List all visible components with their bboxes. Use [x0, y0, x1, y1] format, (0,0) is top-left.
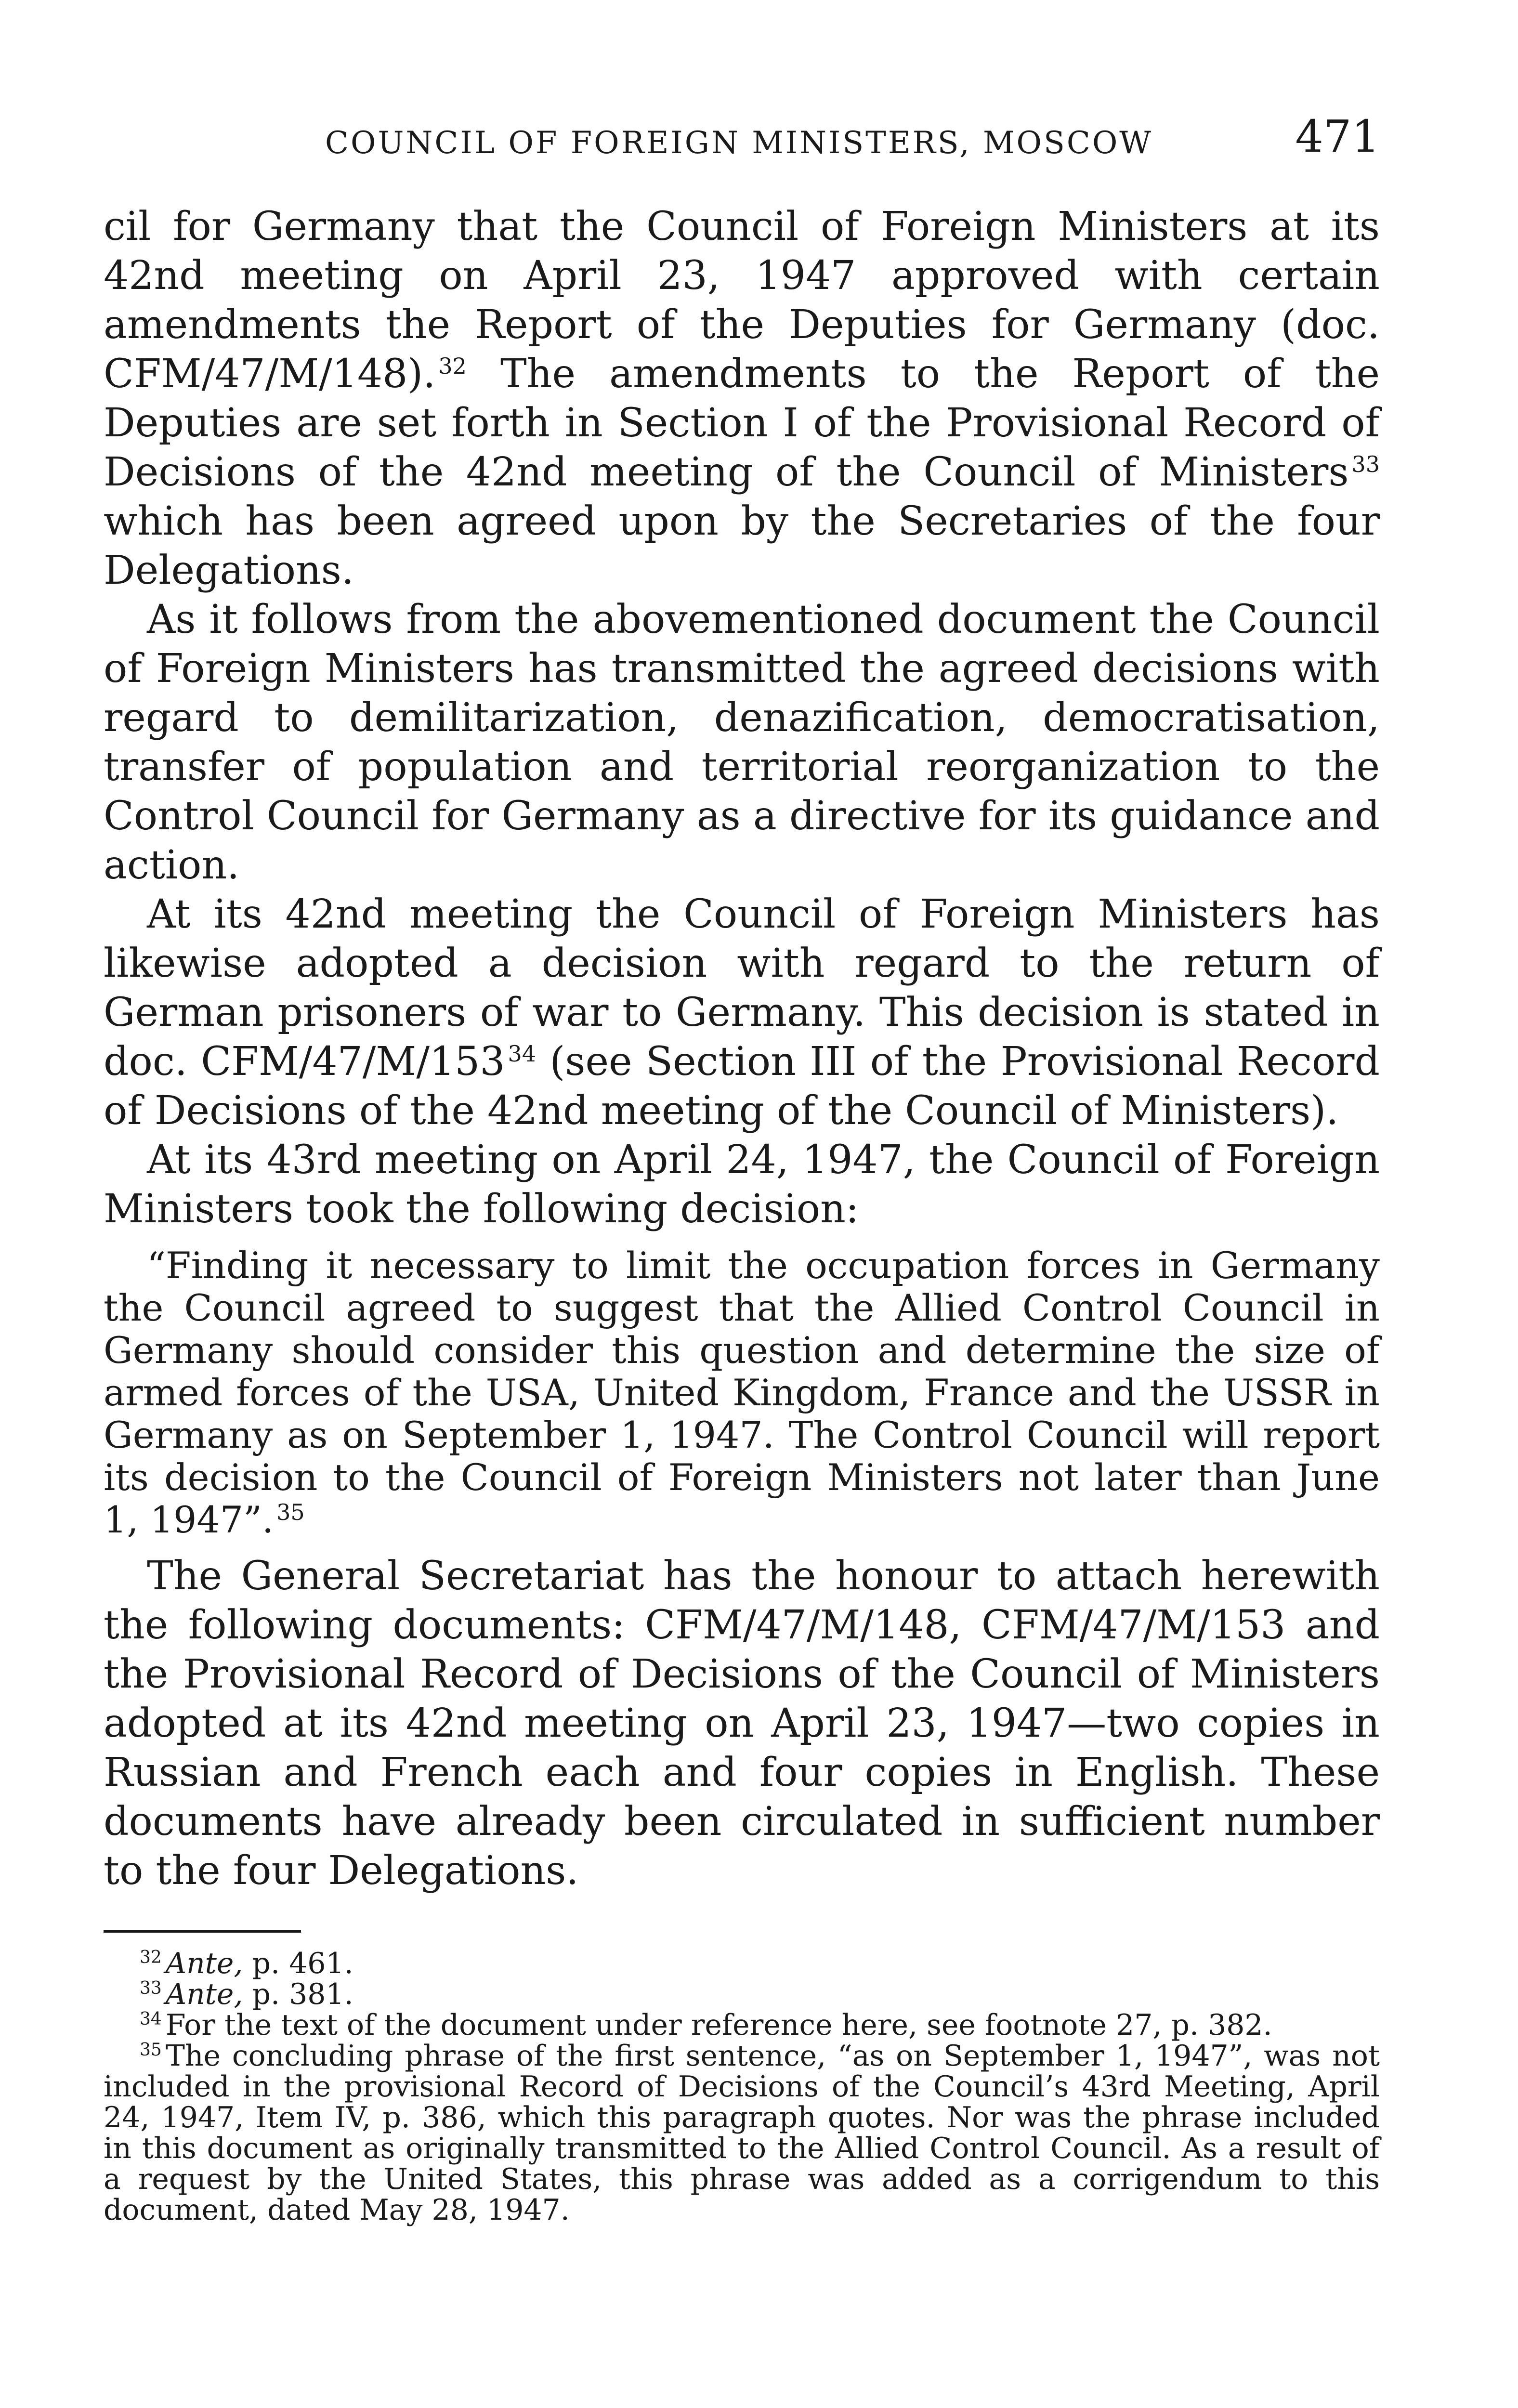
paragraph-text: The amendments to the Report of the Deputies are set forth in Section I of the Provisional Record of Decisions of the 42nd meeting of the Council of Ministers: [104, 351, 1380, 495]
footnote-ref-35: 35: [276, 1499, 305, 1525]
footnote-text: p. 381.: [243, 1977, 353, 2011]
footnote-number: 34: [140, 2009, 162, 2029]
paragraph-text: cil for Germany that the Council of Foreign Ministers at its 42nd meeting on April 23, 1947 approved with certain amendments the Report of the Deputies for Germany (doc. CFM/47/M/148).: [104, 204, 1380, 397]
footnote-35: [104, 2041, 1380, 2225]
footnote-34: [104, 2010, 1380, 2041]
footnote-ref-32: 32: [438, 353, 467, 379]
paragraph-text: At its 42nd meeting the Council of Foreign Ministers has likewise adopted a decision with regard to the return of German prisoners of war to Germany. This decision is stated in doc. CFM/47/M/153: [104, 891, 1380, 1085]
footnote-33: [104, 1979, 1380, 2010]
page-header: [104, 111, 1380, 173]
page-body: [104, 202, 1380, 2225]
block-quote-decision: [104, 1244, 1380, 1541]
footnote-32: [104, 1948, 1380, 1979]
footnote-text: The concluding phrase of the first sentence, “as on September 1, 1947”, was not included in the provisional Record of Decisions of the Council’s 43rd Meeting, April 24, 1947, Item IV, p. 386, which this paragraph quotes. Nor was the phrase included in this document as originally transmitted to the Allied Control Council. As a result of a request by the United States, this phrase was added as a corrigendum to this document, dated May 28, 1947.: [104, 2039, 1380, 2227]
paragraph-43rd-meeting: At its 43rd meeting on April 24, 1947, the Council of Foreign Ministers took the following decision:: [104, 1137, 1380, 1232]
running-title: COUNCIL OF FOREIGN MINISTERS, MOSCOW: [325, 125, 1153, 161]
footnote-text: For the text of the document under reference here, see footnote 27, p. 382.: [165, 2008, 1272, 2042]
paragraph-transmitted-decisions: As it follows from the abovementioned document the Council of Foreign Ministers has transmitted the agreed decisions with regard to demilitarization, denazification, democratisation, transfer of population and territorial reorganization to the Control Council for Germany as a directive for its guidance and action.: [104, 597, 1380, 888]
footnote-number: 35: [140, 2040, 162, 2060]
footnote-ref-33: 33: [1351, 451, 1380, 477]
footnote-divider: [104, 1930, 301, 1933]
paragraph-text: which has been agreed upon by the Secretaries of the four Delegations.: [104, 498, 1380, 593]
footnote-text: p. 461.: [243, 1947, 353, 1980]
footnote-number: 32: [140, 1948, 162, 1967]
footnote-ante: Ante,: [165, 1947, 243, 1980]
quote-text: “Finding it necessary to limit the occupation forces in Germany the Council agreed to suggest that the Allied Control Council in Germany should consider this question and determine the size of armed forces of the USA, United Kingdom, France and the USSR in Germany as on September 1, 1947. The Control Council will report its decision to the Council of Foreign Ministers not later than June 1, 1947”.: [104, 1244, 1380, 1541]
paragraph-text: (see Section III of the Provisional Record of Decisions of the 42nd meeting of the Council of Ministers).: [104, 1039, 1380, 1134]
footnote-ref-34: 34: [508, 1040, 537, 1067]
paragraph-attached-documents: The General Secretariat has the honour to attach herewith the following documents: CFM/47/M/148, CFM/47/M/153 and the Provisional Record of Decisions of the Council of Ministers adopted at its 42nd meeting on April 23, 1947—two copies in Russian and French each and four copies in English. These documents have already been circulated in sufficient number to the four Delegations.: [104, 1553, 1380, 1894]
footnote-ante: Ante,: [165, 1977, 243, 2011]
page-number: 471: [1295, 111, 1380, 162]
footnotes: [104, 1948, 1380, 2225]
paragraph-prisoners-of-war: [104, 890, 1380, 1136]
paragraph-continuation: [104, 202, 1380, 595]
footnote-number: 33: [140, 1978, 162, 1998]
